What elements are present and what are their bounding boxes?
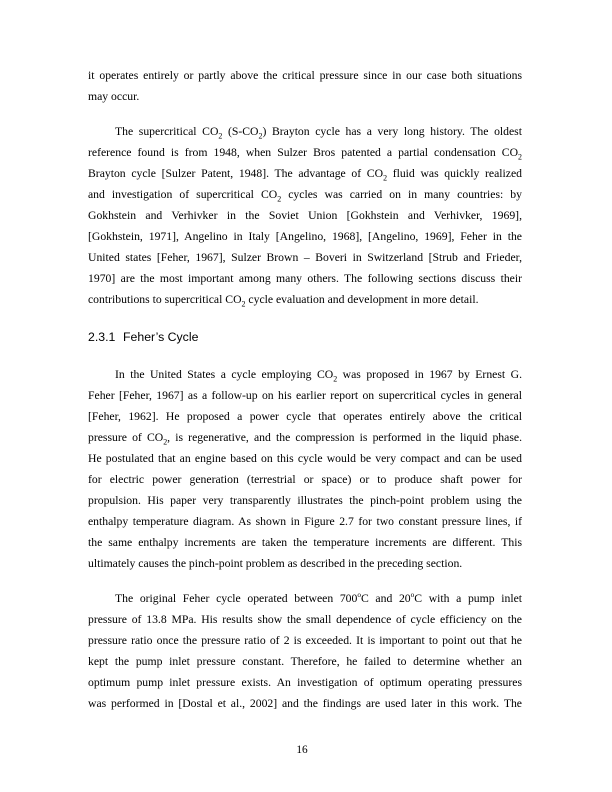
text-line: pressure ratio once the pressure ratio of 2 is exceeded. It is important to point out that he [88, 634, 522, 647]
text-column [88, 65, 522, 714]
paragraph [88, 588, 522, 714]
text-line: was performed in [Dostal et al., 2002] and the findings are used later in this work. The [88, 697, 522, 710]
text-line: and investigation of supercritical $CO_2$ cycles was carried on in many countries: by [88, 188, 522, 204]
paragraph [88, 364, 522, 574]
text-line: optimum pump inlet pressure exists. An investigation of optimum operating pressures [88, 676, 522, 689]
text-line: the same enthalpy increments are taken the temperature increments are different. This [88, 536, 522, 549]
text-line: 1970] are the most important among many others. The following sections discuss their [88, 272, 522, 285]
text-line: propulsion. His paper very transparently illustrates the pinch-point problem using the [88, 494, 522, 507]
section-title: Feher’s Cycle [123, 330, 199, 344]
text-line: reference found is from 1948, when Sulzer Bros patented a partial condensation $CO_2$ [88, 146, 522, 162]
text-line: Brayton cycle [Sulzer Patent, 1948]. The advantage of $CO_2$ fluid was quickly realized [88, 167, 523, 183]
section-heading [88, 327, 522, 348]
text-line: for electric power generation (terrestrial or space) or to produce shaft power for [88, 473, 522, 486]
text-line: [Gokhstein, 1971], Angelino in Italy [Angelino, 1968], [Angelino, 1969], Feher in the [88, 230, 522, 243]
text-line: The supercritical $CO_2$ $(S-CO_2)$ Brayton cycle has a very long history. The oldest [115, 125, 522, 141]
text-line: The original Feher cycle operated between 700$^o$C and 20$^o$C with a pump inlet [115, 591, 522, 605]
paragraph [88, 65, 522, 107]
section-number: 2.3.1 [88, 330, 116, 344]
text-line: [Feher, 1962]. He proposed a power cycle that operates entirely above the critical [88, 410, 522, 423]
text-line: enthalpy temperature diagram. As shown in Figure 2.7 for two constant pressure lines, if [88, 515, 522, 528]
text-line: contributions to supercritical $CO_2$ cycle evaluation and development in more detail. [88, 293, 479, 309]
text-line: In the United States a cycle employing $CO_2$ was proposed in 1967 by Ernest G. [115, 368, 522, 384]
text-line: may occur. [88, 90, 140, 103]
text-line: pressure of 13.8 MPa. His results show the small dependence of cycle efficiency on the [88, 613, 522, 626]
paragraph [88, 121, 522, 310]
page-number: 16 [296, 744, 308, 756]
text-line: ultimately causes the pinch-point problem as described in the preceding section. [88, 557, 463, 570]
text-line: He postulated that an engine based on this cycle would be very compact and can be used [88, 452, 522, 465]
text-line: it operates entirely or partly above the critical pressure since in our case both situations [88, 69, 522, 82]
text-line: kept the pump inlet pressure constant. Therefore, he failed to determine whether an [88, 655, 522, 668]
text-line: Feher [Feher, 1967] as a follow-up on his earlier report on supercritical cycles in general [88, 389, 522, 402]
text-line: pressure of $CO_2$, is regenerative, and the compression is performed in the liquid phase. [88, 431, 522, 447]
text-line: Gokhstein and Verhivker in the Soviet Union [Gokhstein and Verhivker, 1969], [88, 209, 522, 222]
text-line: United states [Feher, 1967], Sulzer Brown – Boveri in Switzerland [Strub and Frieder, [88, 251, 522, 264]
